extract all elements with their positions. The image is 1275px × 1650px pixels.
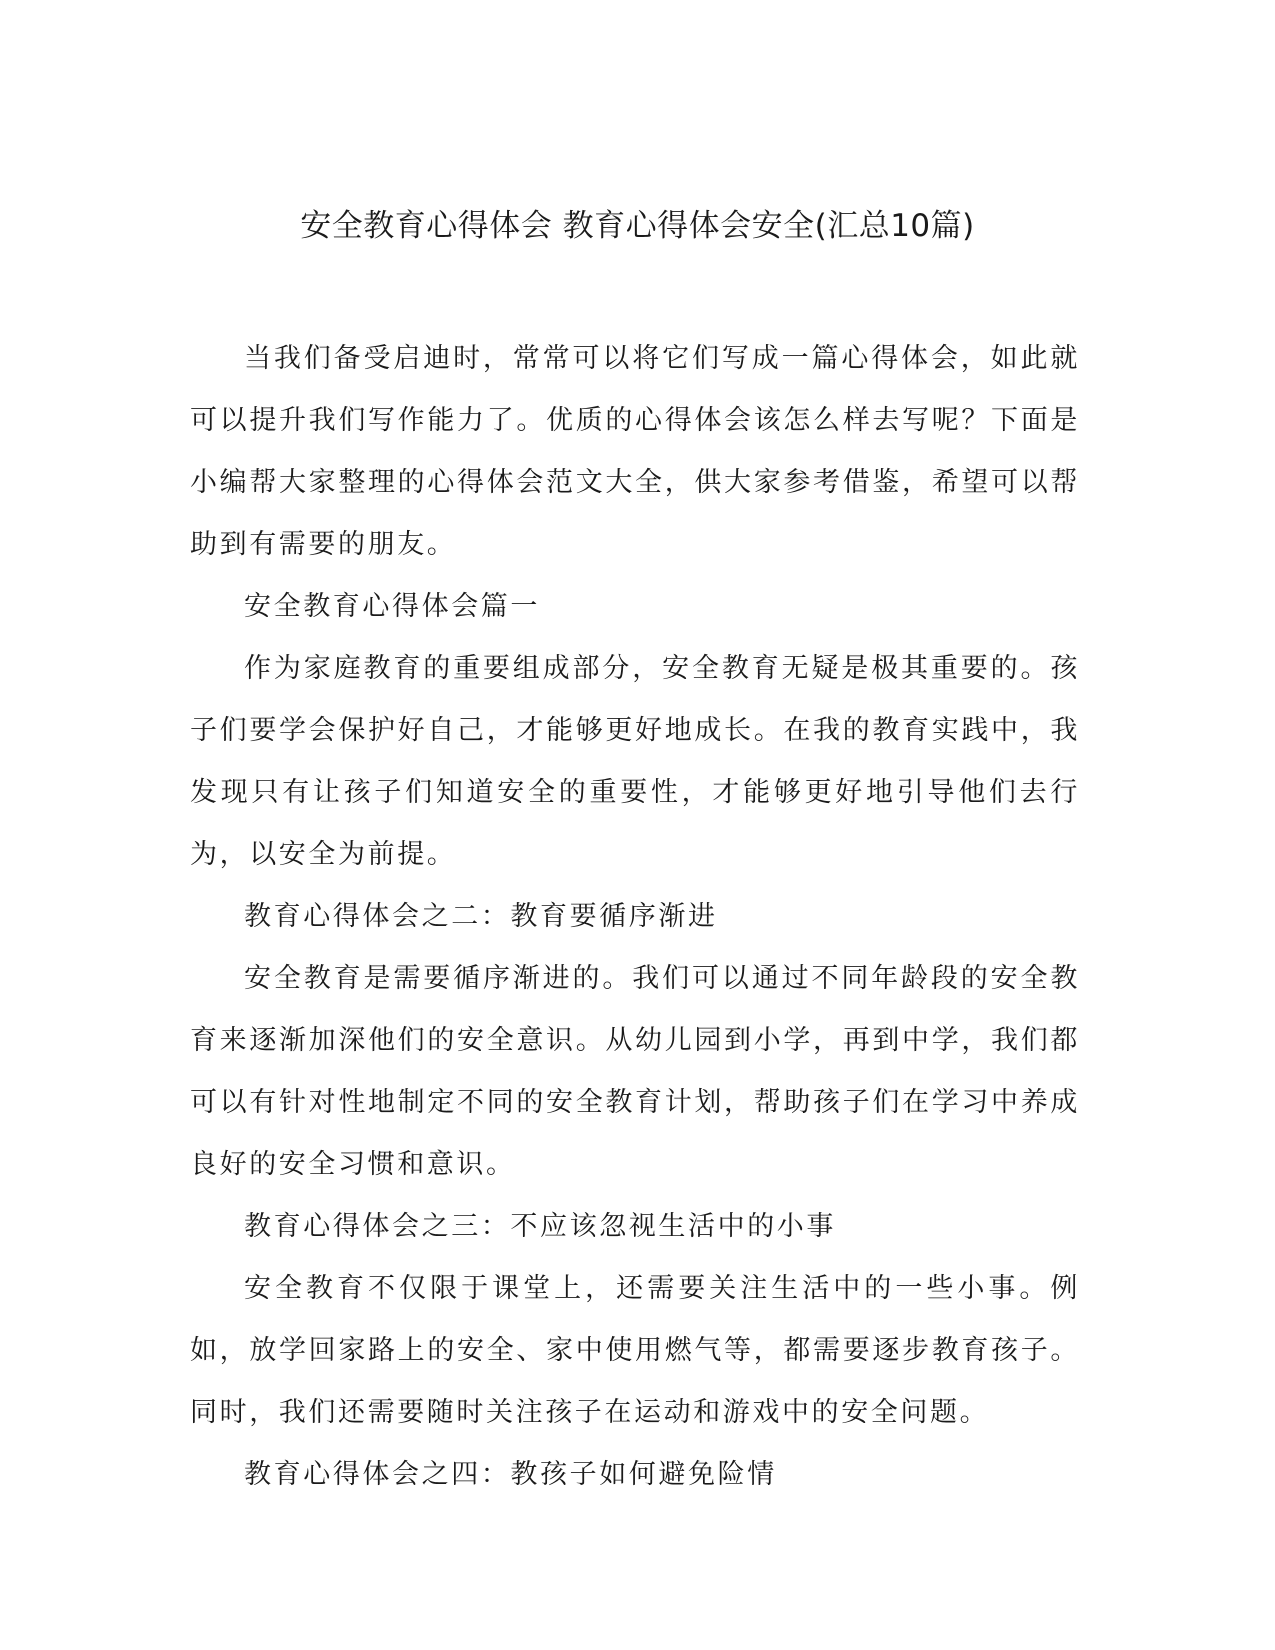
section-heading-1: 安全教育心得体会篇一 xyxy=(244,591,540,622)
document-title: 安全教育心得体会 教育心得体会安全(汇总10篇) xyxy=(300,208,975,244)
intro-paragraph: 当我们备受启迪时，常常可以将它们写成一篇心得体会，如此就可以提升我们写作能力了。优质的心得体会该怎么样去写呢？下面是小编帮大家整理的心得体会范文大全，供大家参考借鉴，希望可以帮助到有需要的朋友。 xyxy=(190,343,1080,560)
section-heading-3: 教育心得体会之三：不应该忽视生活中的小事 xyxy=(244,1211,836,1242)
section-paragraph-3: 安全教育不仅限于课堂上，还需要关注生活中的一些小事。例如，放学回家路上的安全、家中使用燃气等，都需要逐步教育孩子。同时，我们还需要随时关注孩子在运动和游戏中的安全问题。 xyxy=(190,1273,1080,1428)
section-heading-2: 教育心得体会之二：教育要循序渐进 xyxy=(244,901,718,932)
section-paragraph-2: 安全教育是需要循序渐进的。我们可以通过不同年龄段的安全教育来逐渐加深他们的安全意识。从幼儿园到小学，再到中学，我们都可以有针对性地制定不同的安全教育计划，帮助孩子们在学习中养成良好的安全习惯和意识。 xyxy=(190,963,1080,1180)
section-heading-4: 教育心得体会之四：教孩子如何避免险情 xyxy=(244,1459,777,1490)
document-body xyxy=(190,328,1080,1506)
section-paragraph-1: 作为家庭教育的重要组成部分，安全教育无疑是极其重要的。孩子们要学会保护好自己，才能够更好地成长。在我的教育实践中，我发现只有让孩子们知道安全的重要性，才能够更好地引导他们去行为，以安全为前提。 xyxy=(190,653,1080,870)
